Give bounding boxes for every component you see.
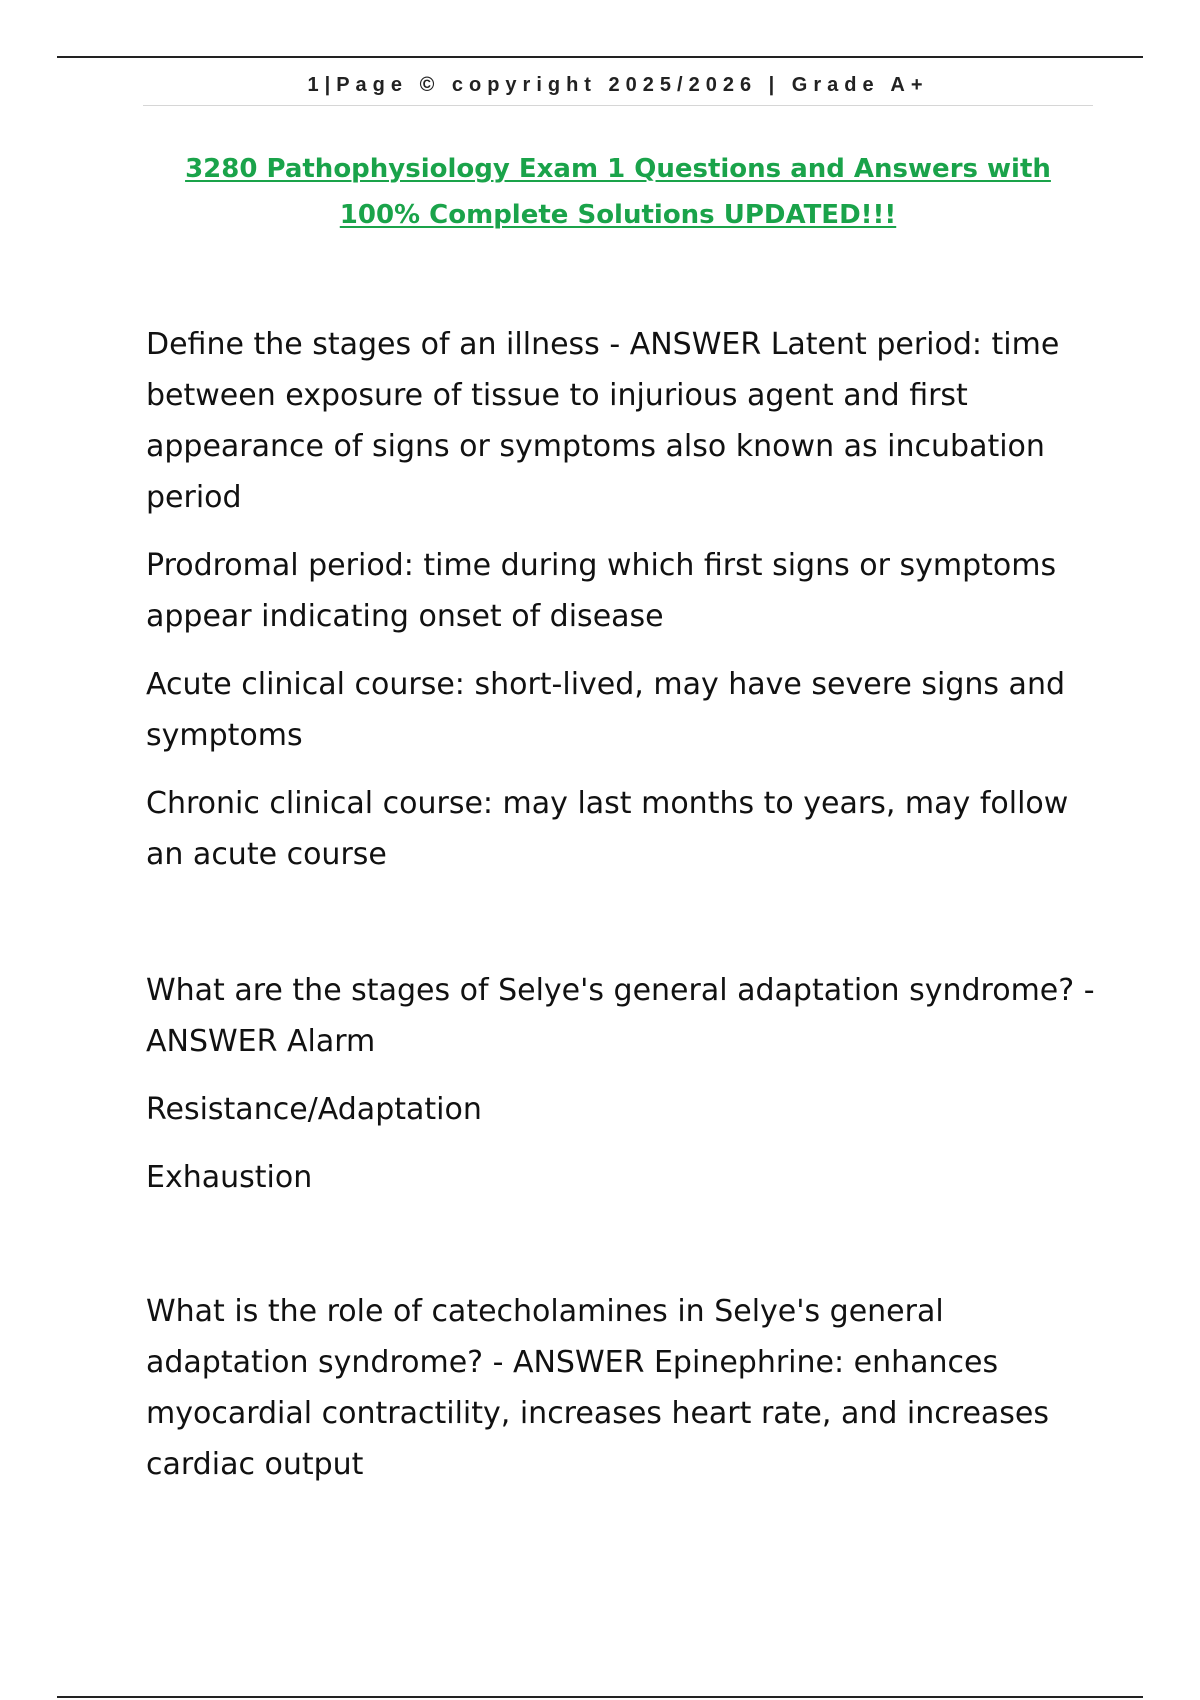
title-line-1 [143,146,1093,192]
qa-block-catecholamines [146,1286,1106,1507]
qa-block-selye-stages [146,965,1106,1220]
qa-paragraph: Prodromal period: time during which first signs or symptoms appear indicating onset of disease [146,548,1057,634]
title-line-2 [143,192,1093,238]
title-line-2-text: 100% Complete Solutions UPDATED!!! [339,200,897,230]
bottom-rule [57,1696,1143,1698]
qa-paragraph: Acute clinical course: short-lived, may have severe signs and symptoms [146,667,1065,753]
qa-paragraph: Resistance/Adaptation [146,1092,482,1127]
qa-paragraph: Exhaustion [146,1160,313,1195]
title-line-1-text: 3280 Pathophysiology Exam 1 Questions and Answers with [185,154,1051,184]
qa-paragraph: Chronic clinical course: may last months to years, may follow an acute course [146,786,1069,872]
qa-paragraph: What is the role of catecholamines in Selye's general adaptation syndrome? - ANSWER Epinephrine: enhances myocardial contractility, increases heart rate, and increases cardiac output [146,1294,1050,1482]
qa-block-illness-stages [146,319,1106,897]
qa-paragraph: Define the stages of an illness - ANSWER Latent period: time between exposure of tissue to injurious agent and first appearance of signs or symptoms also known as incubation period [146,327,1060,515]
qa-paragraph: What are the stages of Selye's general adaptation syndrome? - ANSWER Alarm [146,973,1095,1059]
page-header: 1|Page © copyright 2025/2026 | Grade A+ [143,74,1093,106]
top-rule [57,56,1143,58]
document-title [143,146,1093,238]
